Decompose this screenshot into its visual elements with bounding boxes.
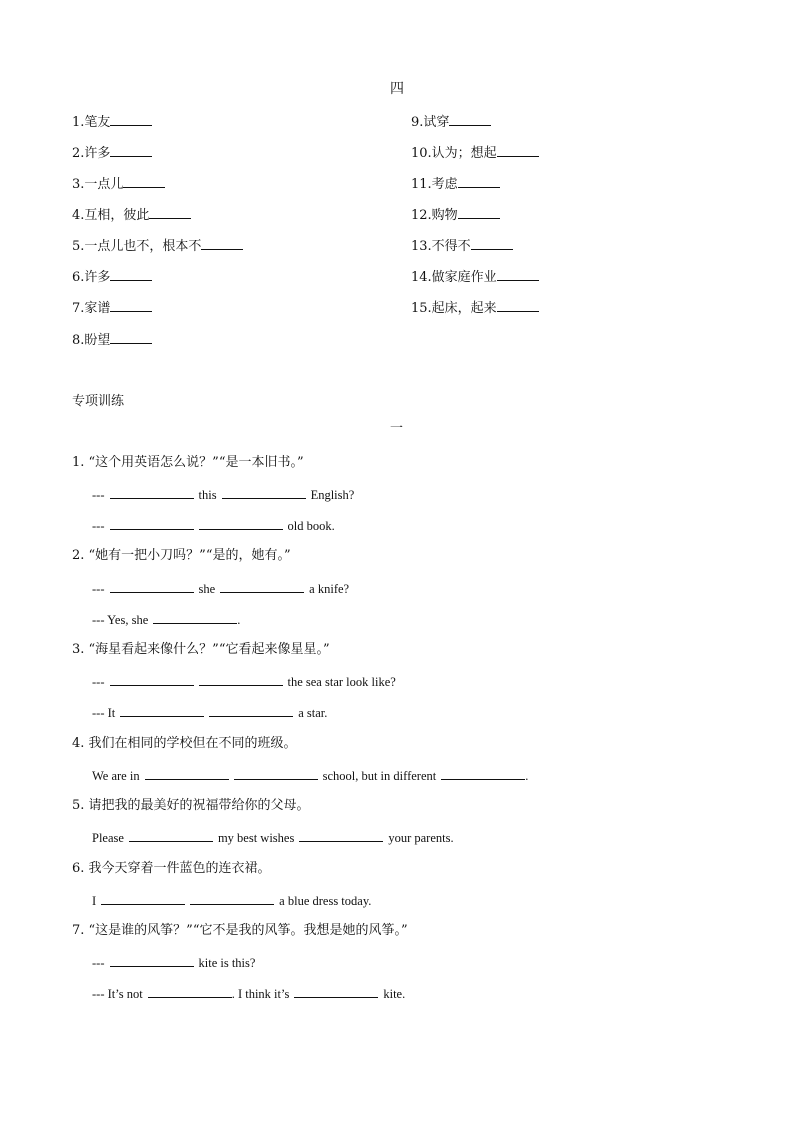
answer-blank[interactable] [149, 206, 191, 219]
answer-line: I a blue dress today. [92, 894, 372, 908]
answer-blank[interactable] [458, 206, 500, 219]
answer-blank[interactable] [101, 892, 185, 905]
vocab-item: 15.起床，起来 [411, 299, 539, 317]
vocab-item: 7.家谱 [72, 299, 152, 317]
answer-blank[interactable] [145, 767, 229, 780]
answer-blank[interactable] [110, 580, 194, 593]
answer-line: --- she a knife? [92, 582, 350, 596]
section-number: 一 [390, 421, 404, 436]
answer-blank[interactable] [110, 673, 194, 686]
answer-blank[interactable] [497, 144, 539, 157]
answer-blank[interactable] [201, 237, 243, 250]
vocab-item: 3.一点儿 [72, 175, 165, 193]
section-heading: 专项训练 [72, 394, 125, 409]
answer-blank[interactable] [497, 299, 539, 312]
vocab-item: 9.试穿 [411, 113, 491, 131]
answer-blank[interactable] [209, 704, 293, 717]
answer-blank[interactable] [110, 144, 152, 157]
question-prompt: 4. 我们在相同的学校但在不同的班级。 [72, 736, 297, 751]
answer-blank[interactable] [449, 113, 491, 126]
answer-line: --- this English? [92, 488, 355, 502]
answer-line: Please my best wishes your parents. [92, 831, 454, 845]
answer-blank[interactable] [110, 331, 152, 344]
answer-blank[interactable] [497, 268, 539, 281]
answer-blank[interactable] [110, 486, 194, 499]
answer-blank[interactable] [153, 611, 237, 624]
answer-blank[interactable] [110, 113, 152, 126]
answer-blank[interactable] [110, 299, 152, 312]
vocab-item: 5.一点儿也不，根本不 [72, 237, 243, 255]
answer-blank[interactable] [148, 985, 232, 998]
vocab-item: 8.盼望 [72, 331, 152, 349]
answer-blank[interactable] [234, 767, 318, 780]
vocab-item: 14.做家庭作业 [411, 268, 539, 286]
vocab-item: 12.购物 [411, 206, 500, 224]
question-prompt: 6. 我今天穿着一件蓝色的连衣裙。 [72, 861, 271, 876]
answer-blank[interactable] [110, 954, 194, 967]
vocab-item: 11.考虑 [411, 175, 500, 193]
answer-line: --- old book. [92, 519, 335, 533]
answer-blank[interactable] [294, 985, 378, 998]
answer-blank[interactable] [220, 580, 304, 593]
answer-blank[interactable] [120, 704, 204, 717]
answer-line: --- It’s not . I think it’s kite. [92, 987, 406, 1001]
answer-blank[interactable] [441, 767, 525, 780]
vocab-item: 2.许多 [72, 144, 152, 162]
vocab-item: 13.不得不 [411, 237, 513, 255]
answer-line: --- Yes, she . [92, 613, 241, 627]
question-prompt: 2. “她有一把小刀吗？”“是的，她有。” [72, 548, 291, 563]
question-prompt: 7. “这是谁的风筝？”“它不是我的风筝。我想是她的风筝。” [72, 923, 408, 938]
answer-blank[interactable] [471, 237, 513, 250]
vocab-item: 10.认为；想起 [411, 144, 539, 162]
worksheet-title: 四 [390, 81, 404, 97]
answer-blank[interactable] [199, 517, 283, 530]
answer-blank[interactable] [190, 892, 274, 905]
answer-blank[interactable] [110, 517, 194, 530]
answer-blank[interactable] [222, 486, 306, 499]
answer-blank[interactable] [458, 175, 500, 188]
answer-line: --- It a star. [92, 706, 328, 720]
answer-blank[interactable] [123, 175, 165, 188]
answer-line: --- the sea star look like? [92, 675, 396, 689]
answer-blank[interactable] [129, 829, 213, 842]
answer-line: We are in school, but in different . [92, 769, 529, 783]
vocab-item: 4.互相，彼此 [72, 206, 191, 224]
answer-blank[interactable] [199, 673, 283, 686]
question-prompt: 3. “海星看起来像什么？”“它看起来像星星。” [72, 642, 330, 657]
vocab-item: 6.许多 [72, 268, 152, 286]
answer-blank[interactable] [299, 829, 383, 842]
answer-line: --- kite is this? [92, 956, 256, 970]
answer-blank[interactable] [110, 268, 152, 281]
question-prompt: 1. “这个用英语怎么说？”“是一本旧书。” [72, 455, 304, 470]
vocab-item: 1.笔友 [72, 113, 152, 131]
question-prompt: 5. 请把我的最美好的祝福带给你的父母。 [72, 798, 310, 813]
